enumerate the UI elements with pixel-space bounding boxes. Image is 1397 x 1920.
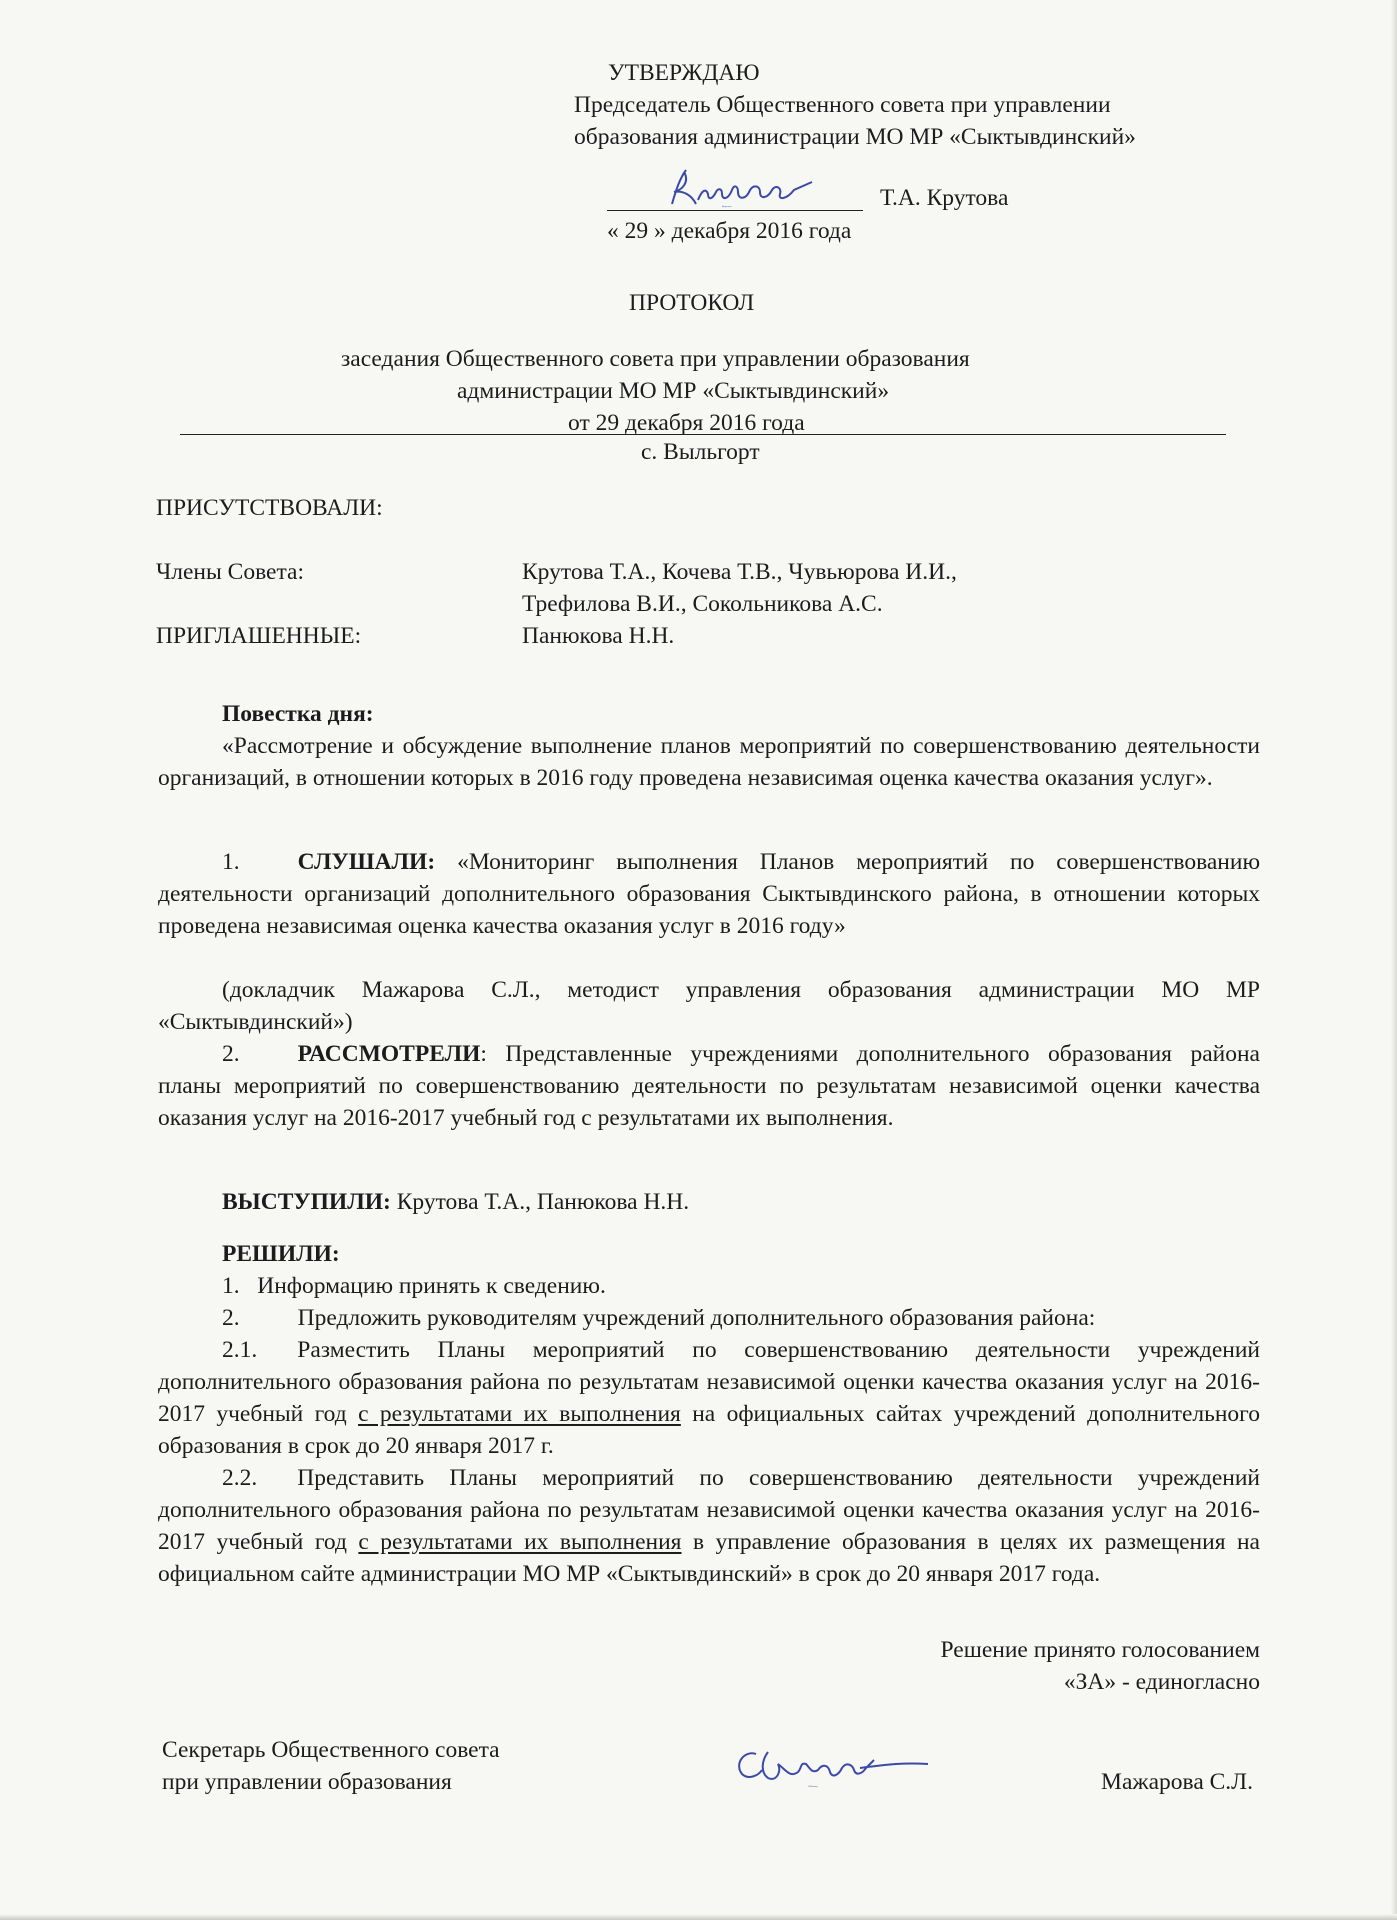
agenda-text: «Рассмотрение и обсуждение выполнение планов мероприятий по совершенствованию деятельности организаций, в отношении которых в 2016 году проведена независимая оценка качества оказания услуг». — [158, 733, 1260, 791]
vote-line1: Решение принято голосованием — [940, 1637, 1260, 1663]
approval-signature-text: Крутова — [722, 206, 732, 208]
item1-text: «Мониторинг выполнения Планов мероприятий по совершенствованию деятельности организаций дополнительного образования Сыктывдинского района, в отношении которых проведена независимая оценка качества оказания услуг в 2016 году» — [158, 849, 1261, 939]
item1-number: 1. — [222, 849, 240, 875]
item2-text: : Представленные учреждениями дополнительного образования района планы мероприятий по совершенствованию деятельности по результатам независимой оценки качества оказания услуг на 2016-2017 учебный год с результатами их выполнения. — [158, 1041, 1260, 1131]
item1-label: СЛУШАЛИ: — [297, 849, 436, 875]
protocol-title-line1: заседания Общественного совета при управлении образования — [341, 346, 970, 372]
spoke-label: ВЫСТУПИЛИ: — [222, 1189, 391, 1215]
decision-2-2: 2.2. Представить Планы мероприятий по совершенствованию деятельности учреждений дополнительного образования района по результатам независимой оценки качества оказания услуг на 2016-2017 учебный год с результатами их выполнения в управление образования в целях их размещения на официальном сайте администрации МО МР «Сыктывдинский» в срок до 20 января 2017 года. — [158, 1465, 1260, 1587]
approval-date: « 29 » декабря 2016 года — [607, 218, 852, 244]
protocol-title-line2: администрации МО МР «Сыктывдинский» — [457, 378, 890, 404]
secretary-line2: при управлении образования — [162, 1769, 452, 1795]
protocol-place: с. Выльгорт — [641, 439, 760, 465]
spoke-names: Крутова Т.А., Панюкова Н.Н. — [396, 1189, 690, 1215]
secretary-signature-text: СМажар — [808, 1786, 818, 1788]
vote-line2: «ЗА» - единогласно — [1063, 1669, 1260, 1695]
approval-signer: Т.А. Крутова — [880, 185, 1009, 211]
protocol-date: от 29 декабря 2016 года — [568, 410, 805, 436]
decision-2-2-underlined: с результатами их выполнения — [358, 1529, 682, 1555]
item2-label: РАССМОТРЕЛИ — [297, 1041, 481, 1067]
title-divider — [180, 434, 1226, 435]
decision-label: РЕШИЛИ: — [222, 1241, 340, 1267]
protocol-heading: ПРОТОКОЛ — [629, 290, 755, 316]
approval-position-line1: Председатель Общественного совета при управлении — [574, 92, 1111, 118]
members-line2: Трефилова В.И., Сокольникова А.С. — [522, 591, 883, 617]
decision-2: 2. Предложить руководителям учреждений дополнительного образования района: — [222, 1305, 1096, 1331]
members-label: Члены Совета: — [156, 559, 304, 585]
decision-2-1: 2.1. Разместить Планы мероприятий по совершенствованию деятельности учреждений дополнительного образования района по результатам независимой оценки качества оказания услуг на 2016-2017 учебный год с результатами их выполнения на официальных сайтах учреждений дополнительного образования в срок до 20 января 2017 г. — [158, 1337, 1260, 1459]
present-label: ПРИСУТСТВОВАЛИ: — [156, 495, 383, 521]
scan-edge-bottom — [0, 1914, 1397, 1920]
invited-names: Панюкова Н.Н. — [522, 623, 675, 649]
item2-considered — [158, 1038, 1260, 1134]
scan-edge-right — [1391, 0, 1397, 1920]
item2-number: 2. — [222, 1041, 240, 1067]
spoke-line — [222, 1186, 689, 1218]
decision-1: 1. Информацию принять к сведению. — [222, 1273, 606, 1299]
members-line1: Крутова Т.А., Кочева Т.В., Чувьюрова И.И., — [522, 559, 957, 585]
secretary-signature — [728, 1742, 938, 1790]
secretary-line1: Секретарь Общественного совета — [162, 1737, 500, 1763]
approval-signature — [662, 160, 822, 212]
item1-heard — [158, 846, 1260, 942]
invited-label: ПРИГЛАШЕННЫЕ: — [156, 623, 362, 649]
approval-position-line2: образования администрации МО МР «Сыктывдинский» — [574, 124, 1136, 150]
agenda-label: Повестка дня: — [222, 701, 374, 727]
item1-speaker: (докладчик Мажарова С.Л., методист управления образования администрации МО МР «Сыктывдинский») — [158, 977, 1260, 1035]
approval-heading: УТВЕРЖДАЮ — [608, 60, 760, 86]
secretary-name: Мажарова С.Л. — [1101, 1769, 1253, 1795]
decision-2-1-underlined: с результатами их выполнения — [358, 1401, 681, 1427]
